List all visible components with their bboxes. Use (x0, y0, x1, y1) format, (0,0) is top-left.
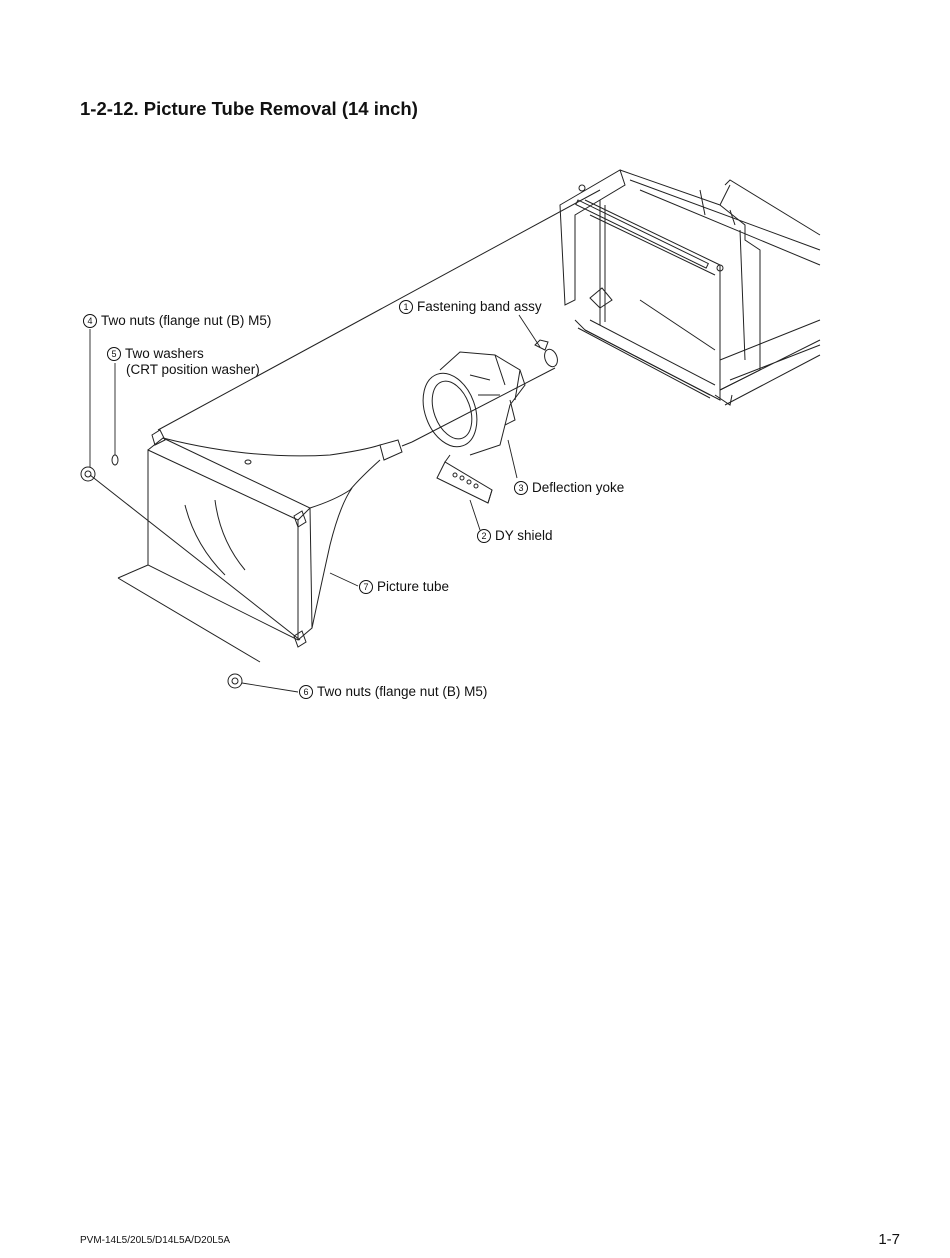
chassis-frame (560, 170, 820, 405)
callout-dy-shield: 2 DY shield (477, 528, 553, 544)
dy-shield (437, 455, 492, 503)
deflection-yoke (414, 352, 525, 455)
nut-4 (81, 467, 95, 481)
nut-6 (228, 674, 242, 688)
callout-two-nuts-4: 4 Two nuts (flange nut (B) M5) (83, 313, 271, 329)
callout-two-washers: 5 Two washers (CRT position washer) (107, 346, 260, 378)
callout-picture-tube: 7 Picture tube (359, 579, 449, 595)
callout-two-nuts-6: 6 Two nuts (flange nut (B) M5) (299, 684, 487, 700)
page-title: 1-2-12. Picture Tube Removal (14 inch) (80, 98, 418, 119)
washer-5 (112, 455, 118, 465)
footer-model-number: PVM-14L5/20L5/D14L5A/D20L5A (80, 1235, 231, 1246)
page-number: 1-7 (878, 1231, 900, 1248)
callout-deflection-yoke: 3 Deflection yoke (514, 480, 624, 496)
picture-tube (118, 430, 412, 662)
callout-fastening-band: 1 Fastening band assy (399, 299, 542, 315)
